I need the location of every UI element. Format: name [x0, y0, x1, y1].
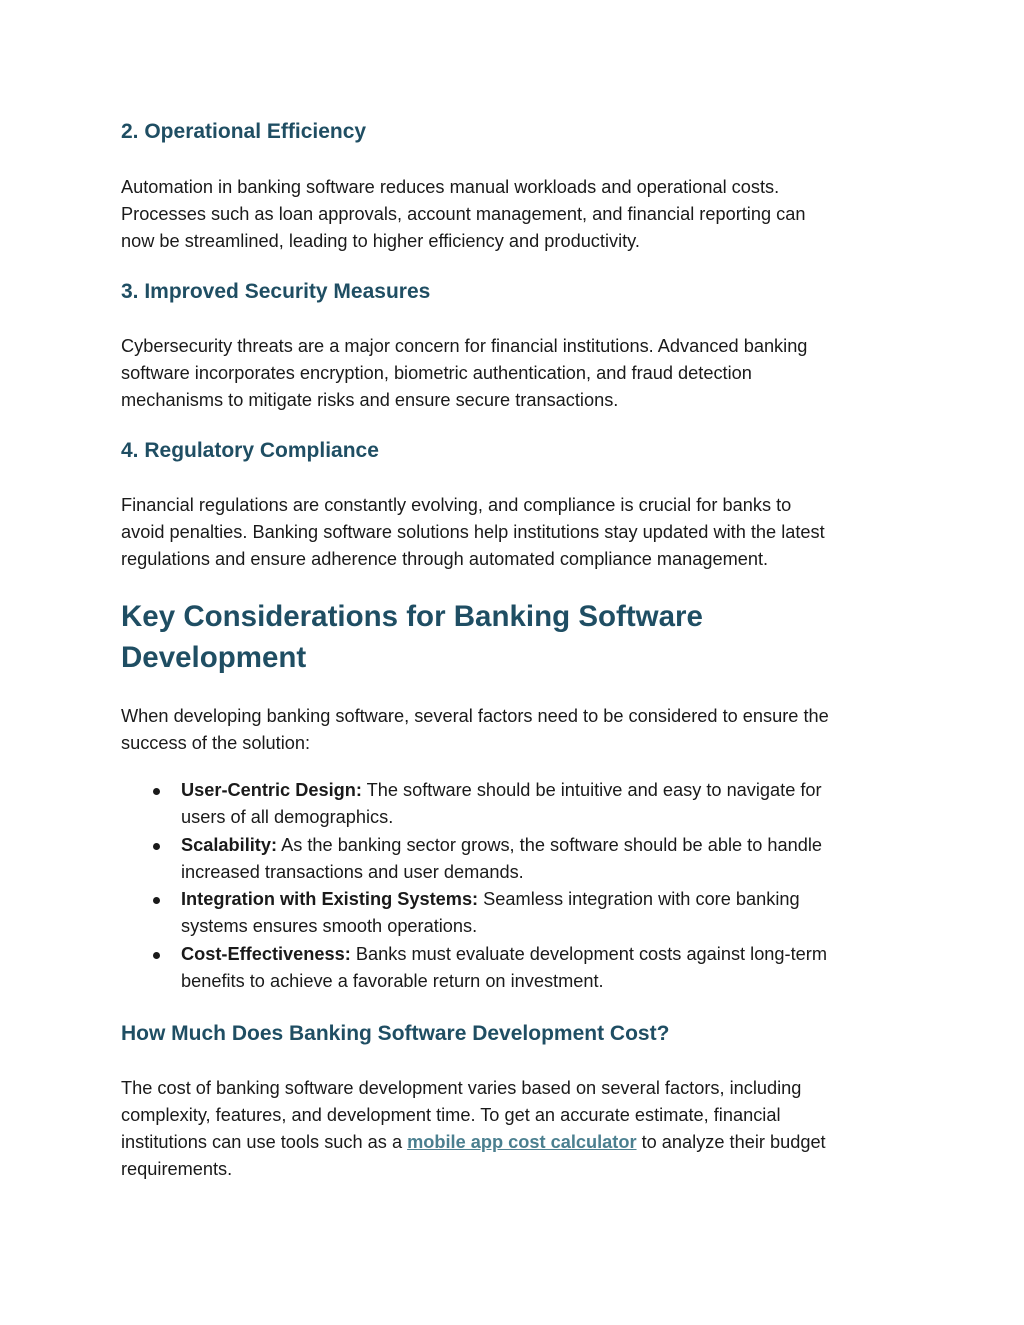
list-item-text: increased transactions and user demands. [181, 861, 524, 882]
list-item-text: Seamless integration with core banking [478, 889, 800, 910]
list-item [121, 777, 911, 832]
list-item-text: The software should be intuitive and easy to navigate for [361, 780, 822, 800]
paragraph-security-measures [121, 333, 911, 414]
list-item-text: As the banking sector grows, the software should be able to handle [277, 834, 822, 855]
section-heading-security-measures: 3. Improved Security Measures [121, 280, 431, 303]
list-item [121, 886, 911, 941]
paragraph-text: to analyze their budget [636, 1132, 826, 1152]
paragraph-key-considerations-intro [121, 703, 911, 757]
list-item-text: benefits to achieve a favorable return on investment. [181, 971, 604, 992]
paragraph-line: avoid penalties. Banking software solutions help institutions stay updated with the latest [121, 522, 825, 542]
paragraph-line [121, 1129, 911, 1156]
list-item [121, 941, 911, 996]
list-item-label: Cost-Effectiveness: [181, 943, 351, 964]
section-heading-cost: How Much Does Banking Software Development Cost? [121, 1022, 670, 1045]
paragraph-line: requirements. [121, 1159, 233, 1179]
heading-key-considerations [121, 596, 703, 678]
bullet-icon [153, 897, 160, 904]
paragraph-line: Automation in banking software reduces manual workloads and operational costs. [121, 177, 780, 197]
heading-line: Key Considerations for Banking Software [121, 600, 703, 633]
paragraph-line: regulations and ensure adherence through automated compliance management. [121, 549, 769, 569]
bullet-icon [153, 952, 160, 959]
paragraph-cost [121, 1075, 911, 1183]
list-item-label: Integration with Existing Systems: [181, 889, 479, 910]
list-item-text: systems ensures smooth operations. [181, 916, 478, 937]
list-item [121, 832, 911, 887]
list-item-label: Scalability: [181, 834, 278, 855]
section-heading-regulatory-compliance: 4. Regulatory Compliance [121, 439, 379, 462]
paragraph-text: institutions can use tools such as a [121, 1132, 408, 1152]
paragraph-line: Cybersecurity threats are a major concern for financial institutions. Advanced banking [121, 336, 808, 356]
paragraph-line: software incorporates encryption, biometric authentication, and fraud detection [121, 363, 752, 383]
paragraph-line: now be streamlined, leading to higher efficiency and productivity. [121, 231, 640, 251]
paragraph-line: Processes such as loan approvals, account management, and financial reporting can [121, 204, 806, 224]
mobile-app-cost-calculator-link[interactable]: mobile app cost calculator [407, 1132, 637, 1152]
heading-line: Development [121, 641, 307, 674]
paragraph-line: mechanisms to mitigate risks and ensure secure transactions. [121, 390, 619, 410]
paragraph-line: Financial regulations are constantly evolving, and compliance is crucial for banks to [121, 495, 792, 515]
paragraph-line: The cost of banking software development varies based on several factors, including [121, 1078, 802, 1098]
paragraph-line: When developing banking software, several factors need to be considered to ensure the [121, 706, 829, 726]
considerations-list [121, 777, 911, 995]
bullet-icon [153, 843, 160, 850]
section-heading-operational-efficiency: 2. Operational Efficiency [121, 120, 367, 143]
paragraph-regulatory-compliance [121, 492, 911, 573]
paragraph-operational-efficiency [121, 174, 911, 255]
paragraph-line: success of the solution: [121, 733, 311, 753]
list-item-text: users of all demographics. [181, 807, 394, 828]
list-item-text: Banks must evaluate development costs against long-term [350, 943, 827, 964]
bullet-icon [153, 788, 160, 795]
list-item-label: User-Centric Design: [181, 780, 362, 800]
paragraph-line: complexity, features, and development time. To get an accurate estimate, financial [121, 1105, 781, 1125]
